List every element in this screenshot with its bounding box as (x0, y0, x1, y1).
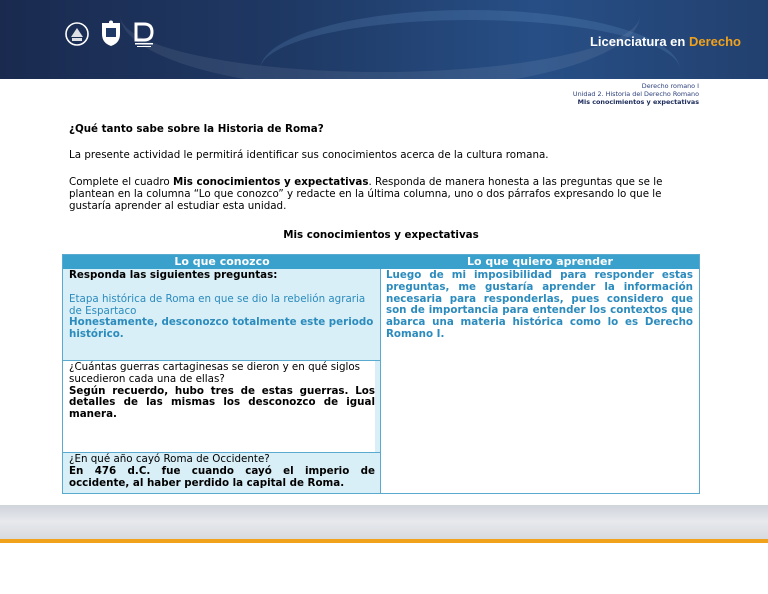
question-2: ¿Cuántas guerras cartaginesas se dieron y en qué siglos sucedieron cada una de ellas? (69, 361, 361, 385)
fes-shield-icon (100, 20, 122, 48)
answer-2: Según recuerdo, hubo tres de estas guerras. Los detalles de las mismas los desconozco de igual manera. (69, 384, 375, 421)
document-reference (573, 83, 699, 106)
table-cell-question-3 (63, 452, 380, 493)
intro-paragraph: La presente actividad le permitirá identificar sus conocimientos acerca de la cultura romana. (69, 149, 549, 161)
header-banner (0, 0, 768, 79)
answer-1: Honestamente, desconozco totalmente este periodo histórico. (69, 316, 374, 341)
instructions-post: . Responda de manera honesta a las preguntas que se le plantean en la columna “Lo que conozco” y redacte en la última columna, uno o dos párrafos expresando lo que le gustaría aprender al estudiar esta unidad. (69, 176, 663, 212)
ref-course: Derecho romano I (641, 82, 699, 90)
table-cell-question-2 (63, 360, 380, 452)
table-title: Mis conocimientos y expectativas (283, 229, 479, 241)
footer-band (0, 505, 768, 542)
table-cell-expectations: Luego de mi imposibilidad para responder estas preguntas, me gustaría aprender la información necesaria para responderlas, pues considero que son de importancia para entender los contextos que abarca una materia histórica como lo es Derecho Romano I. (385, 269, 693, 340)
question-1: Etapa histórica de Roma en que se dio la rebelión agraria de Espartaco (69, 292, 366, 317)
program-title-accent: Derecho (688, 34, 741, 49)
footer-accent-line (0, 539, 768, 543)
instructions-paragraph (69, 177, 699, 212)
program-title-prefix: Licenciatura en (589, 34, 689, 49)
answer-3: En 476 d.C. fue cuando cayó el imperio de occidente, al haber perdido la capital de Roma. (69, 464, 375, 489)
header-lo-que-quiero-aprender: Lo que quiero aprender (467, 255, 613, 268)
ref-activity: Mis conocimientos y expectativas (577, 97, 699, 106)
suayed-logo-icon (132, 20, 156, 48)
question-3: ¿En qué año cayó Roma de Occidente? (69, 453, 270, 465)
instructions-pre: Complete el cuadro (69, 176, 173, 188)
table-body (63, 269, 699, 493)
table-header-row (63, 255, 699, 269)
unam-seal-icon (64, 21, 90, 47)
program-title (590, 34, 741, 49)
left-column (63, 269, 381, 493)
instructions-bold: Mis conocimientos y expectativas (172, 176, 369, 188)
knowledge-table (62, 254, 700, 494)
cell-heading: Responda las siguientes preguntas: (69, 269, 278, 281)
header-lo-que-conozco: Lo que conozco (174, 255, 270, 268)
ref-unit: Unidad 2. Historia del Derecho Romano (572, 89, 699, 98)
logo-group (64, 20, 156, 48)
question-title: ¿Qué tanto sabe sobre la Historia de Roma? (69, 123, 324, 135)
table-cell-question-1 (63, 269, 380, 360)
